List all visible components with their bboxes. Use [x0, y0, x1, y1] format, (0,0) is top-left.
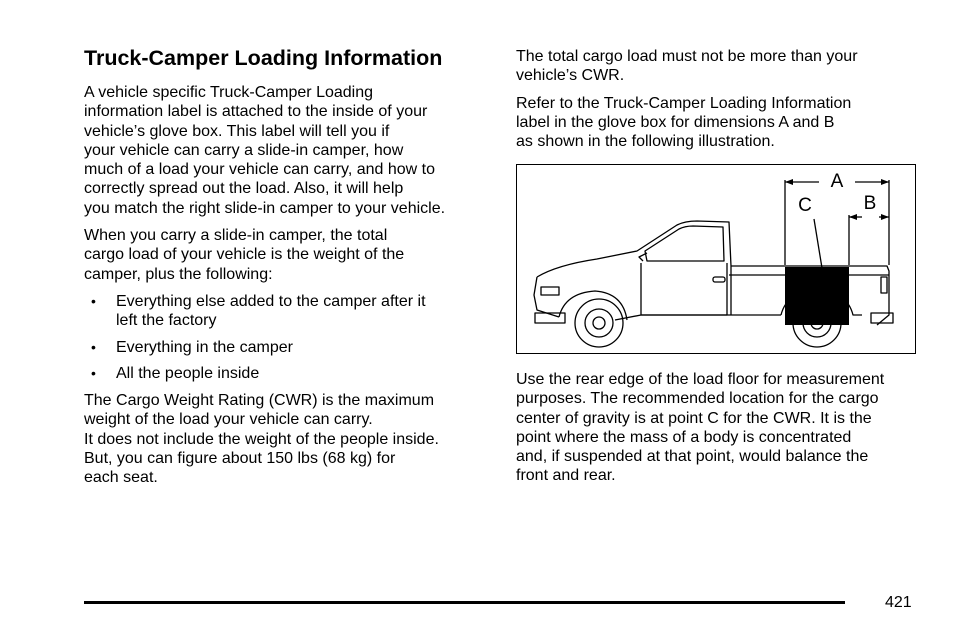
- bullet-icon: •: [91, 338, 96, 355]
- text-line: Everything in the camper: [116, 338, 293, 356]
- text-line: your vehicle can carry a slide-in camper, how: [84, 141, 404, 159]
- cab-door: [641, 263, 727, 315]
- label-b: B: [863, 193, 877, 214]
- text-line: correctly spread out the load. Also, it will help: [84, 180, 404, 198]
- text-line: point where the mass of a body is concentrated: [516, 428, 852, 446]
- text-line: All the people inside: [116, 364, 260, 382]
- text-line: The total cargo load must not be more than your: [516, 48, 858, 65]
- left-column: [84, 45, 494, 496]
- text-line: Everything else added to the camper after it: [116, 292, 426, 310]
- list-item: [84, 364, 494, 383]
- text-line: The Cargo Weight Rating (CWR) is the maximum: [84, 392, 435, 410]
- cargo-load-paragraph: [84, 226, 494, 284]
- intro-paragraph: [84, 83, 494, 218]
- front-hub: [585, 309, 613, 337]
- front-hub-center: [593, 317, 605, 329]
- front-wheel-arch: [559, 291, 627, 320]
- right-column: [516, 47, 926, 159]
- arrow-icon: [881, 179, 889, 185]
- taillight: [881, 277, 887, 293]
- text-line: A vehicle specific Truck-Camper Loading: [84, 84, 374, 101]
- label-a: A: [830, 171, 844, 192]
- text-line: you match the right slide-in camper to your vehicle.: [84, 199, 446, 217]
- bullet-icon: •: [91, 292, 96, 309]
- cab-window: [645, 226, 724, 261]
- text-line: weight of the load your vehicle can carry.: [84, 411, 373, 429]
- figure-caption: [516, 370, 926, 486]
- text-line: But, you can figure about 150 lbs (68 kg) for: [84, 450, 396, 468]
- text-line: Refer to the Truck-Camper Loading Information: [516, 94, 852, 112]
- truck-cab-outline: [537, 221, 731, 277]
- total-cargo-paragraph: [516, 47, 926, 86]
- text-line: center of gravity is at point C for the CWR. It is the: [516, 409, 872, 427]
- text-line: information label is attached to the inside of your: [84, 103, 428, 121]
- arrow-icon: [881, 214, 889, 220]
- text-line: left the factory: [116, 312, 217, 330]
- text-line: much of a load your vehicle can carry, and how to: [84, 161, 435, 179]
- list-item: [84, 338, 494, 357]
- refer-label-paragraph: [516, 94, 926, 152]
- text-line: vehicle’s CWR.: [516, 67, 625, 85]
- headlight: [541, 287, 559, 295]
- text-line: each seat.: [84, 469, 158, 487]
- rocker-panel: [615, 315, 781, 320]
- footer-rule: [84, 601, 845, 604]
- list-item: [84, 292, 494, 331]
- arrow-icon: [849, 214, 857, 220]
- truck-front-outline: [534, 277, 559, 317]
- text-line: label in the glove box for dimensions A and B: [516, 113, 835, 131]
- page-number: 421: [885, 594, 912, 611]
- bullet-icon: •: [91, 364, 96, 381]
- text-line: purposes. The recommended location for the cargo: [516, 390, 879, 408]
- label-c: C: [798, 195, 812, 216]
- text-line: and, if suspended at that point, would balance the: [516, 448, 869, 466]
- text-line: camper, plus the following:: [84, 265, 273, 283]
- text-line: When you carry a slide-in camper, the total: [84, 227, 388, 245]
- truck-illustration: [516, 164, 916, 354]
- door-handle: [713, 277, 725, 282]
- section-heading: Truck-Camper Loading Information: [84, 46, 443, 70]
- leader-line: [814, 219, 822, 268]
- cwr-paragraph: [84, 391, 494, 487]
- text-line: cargo load of your vehicle is the weight of the: [84, 246, 405, 264]
- text-line: Use the rear edge of the load floor for measurement: [516, 371, 885, 388]
- text-line: as shown in the following illustration.: [516, 133, 775, 151]
- pickup-truck-diagram: [517, 165, 914, 352]
- arrow-icon: [785, 179, 793, 185]
- bullet-list: [84, 292, 494, 383]
- text-line: It does not include the weight of the people inside.: [84, 430, 439, 448]
- text-line: vehicle’s glove box. This label will tell you if: [84, 122, 390, 140]
- text-line: front and rear.: [516, 467, 616, 485]
- front-wheel: [575, 299, 623, 347]
